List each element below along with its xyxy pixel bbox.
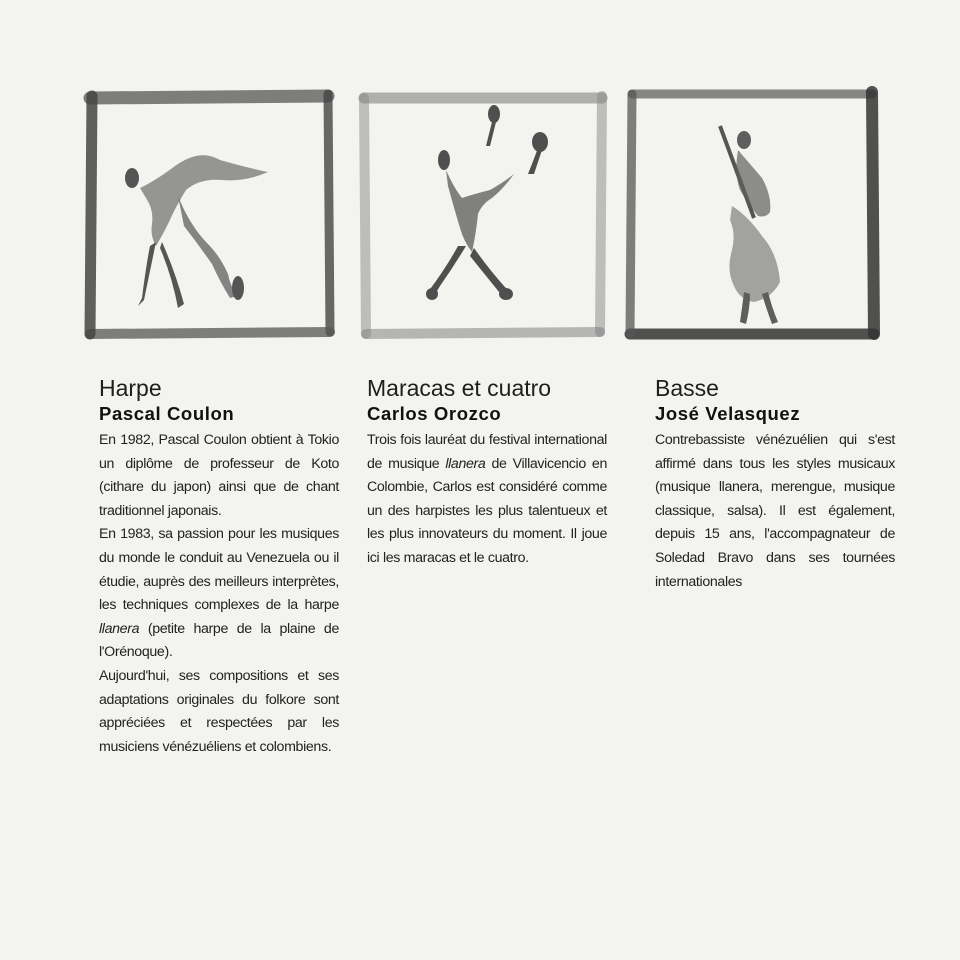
illustration-harp-player <box>80 86 338 344</box>
bio-paragraph: Contrebassiste vénézuélien qui s'est affirmé dans tous les styles musicaux (musique llanera, merengue, musique classique, salsa). Il est également, depuis 15 ans, l'accompagnateur de Soledad Bravo dans ses tournées internationales <box>655 432 895 590</box>
column-maracas-cuatro <box>367 374 607 571</box>
musician-name: Carlos Orozco <box>367 403 502 424</box>
instrument-title: Basse <box>655 375 719 401</box>
bio-paragraph: En 1983, sa passion pour les musiques du monde le conduit au Venezuela ou il étudie, auprès des meilleurs interprètes, les techniques complexes de la harpe llanera (petite harpe de la plaine de l'Orénoque). <box>99 526 339 661</box>
maracas-player-drawing <box>354 86 612 344</box>
instrument-title: Harpe <box>99 375 162 401</box>
illustration-maracas-player <box>354 86 612 344</box>
column-basse <box>655 374 895 594</box>
illustration-bass-player <box>622 86 880 344</box>
column-harpe <box>99 374 339 759</box>
musician-bio <box>655 429 895 594</box>
italic-term: llanera <box>99 620 140 637</box>
bass-player-drawing <box>622 86 880 344</box>
bio-paragraph: Aujourd'hui, ses compositions et ses adaptations originales du folkore sont appréciées et respectées par les musiciens vénézuéliens et colombiens. <box>99 667 339 755</box>
musician-bio <box>367 429 607 571</box>
bio-paragraph: En 1982, Pascal Coulon obtient à Tokio un diplôme de professeur de Koto (cithare du japon) ainsi que de chant traditionnel japonais. <box>99 432 339 519</box>
bio-paragraph: Trois fois lauréat du festival international de musique llanera de Villavicencio en Colombie, Carlos est considéré comme un des harpistes les plus talentueux et les plus innovateurs du moment. Il joue ici les maracas et le cuatro. <box>367 432 607 566</box>
italic-term: llanera <box>445 455 486 472</box>
musician-bio <box>99 429 339 759</box>
musician-name: Pascal Coulon <box>99 403 235 424</box>
harp-player-drawing <box>80 86 338 344</box>
musician-name: José Velasquez <box>655 403 801 424</box>
instrument-title: Maracas et cuatro <box>367 375 552 401</box>
